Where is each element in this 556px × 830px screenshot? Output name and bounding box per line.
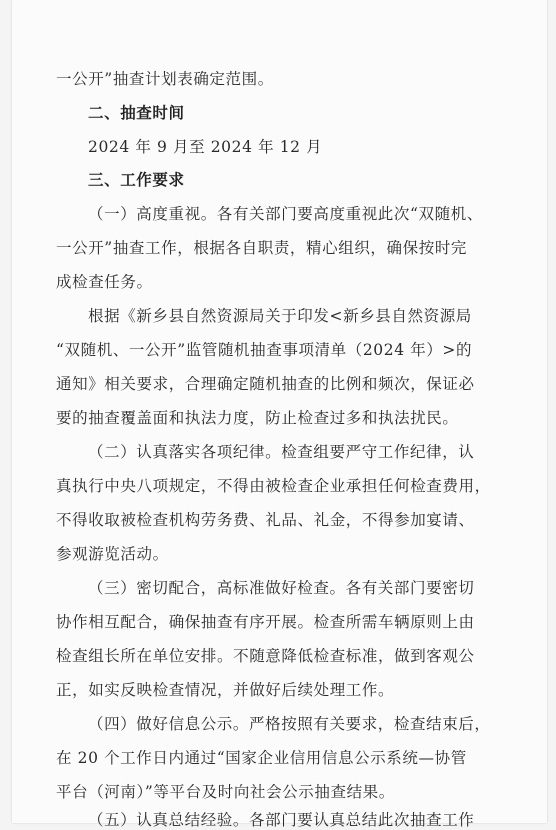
text-line: 检查组长所在单位安排。不随意降低检查标准，做到客观公 [56, 647, 475, 665]
text-line: 正，如实反映检查情况，并做好后续处理工作。 [56, 681, 395, 699]
text-line: 根据《新乡县自然资源局关于印发<新乡县自然资源局 [88, 307, 472, 325]
text-line: （三）密切配合，高标准做好检查。各有关部门要密切 [88, 579, 475, 597]
text-line: （四）做好信息公示。严格按照有关要求，检查结束后， [88, 715, 491, 733]
section-heading: 二、抽查时间 [88, 104, 185, 122]
text-line: 在 20 个工作日内通过“国家企业信用信息公示系统—协管 [56, 749, 467, 767]
text-line: （二）认真落实各项纪律。检查组要严守工作纪律，认 [88, 443, 475, 461]
text-line: 不得收取被检查机构劳务费、礼品、礼金，不得参加宴请、 [56, 511, 475, 529]
section-heading: 三、工作要求 [88, 171, 185, 189]
text-line: 要的抽查覆盖面和执法力度，防止检查过多和执法扰民。 [56, 409, 459, 427]
text-line: 真执行中央八项规定，不得由被检查企业承担任何检查费用， [56, 477, 491, 495]
text-line: 参观游览活动。 [56, 545, 169, 563]
text-line: 成检查任务。 [56, 273, 153, 291]
text-line: 一公开”抽查计划表确定范围。 [56, 70, 274, 88]
document-page [12, 0, 547, 829]
text-line: 一公开”抽查工作，根据各自职责，精心组织，确保按时完 [56, 239, 468, 257]
text-line: “双随机、一公开”监管随机抽查事项清单（2024 年）>的 [56, 341, 473, 359]
text-line: 平台（河南）”等平台及时向社会公示抽查结果。 [56, 783, 395, 801]
text-line: （五）认真总结经验。各部门要认真总结此次抽查工作 [88, 811, 475, 829]
text-line: （一）高度重视。各有关部门要高度重视此次“双随机、 [88, 205, 483, 223]
text-line: 协作相互配合，确保抽查有序开展。检查所需车辆原则上由 [56, 613, 475, 631]
text-line: 通知》相关要求，合理确定随机抽查的比例和频次，保证必 [56, 375, 475, 393]
text-line: 2024 年 9 月至 2024 年 12 月 [88, 138, 323, 156]
